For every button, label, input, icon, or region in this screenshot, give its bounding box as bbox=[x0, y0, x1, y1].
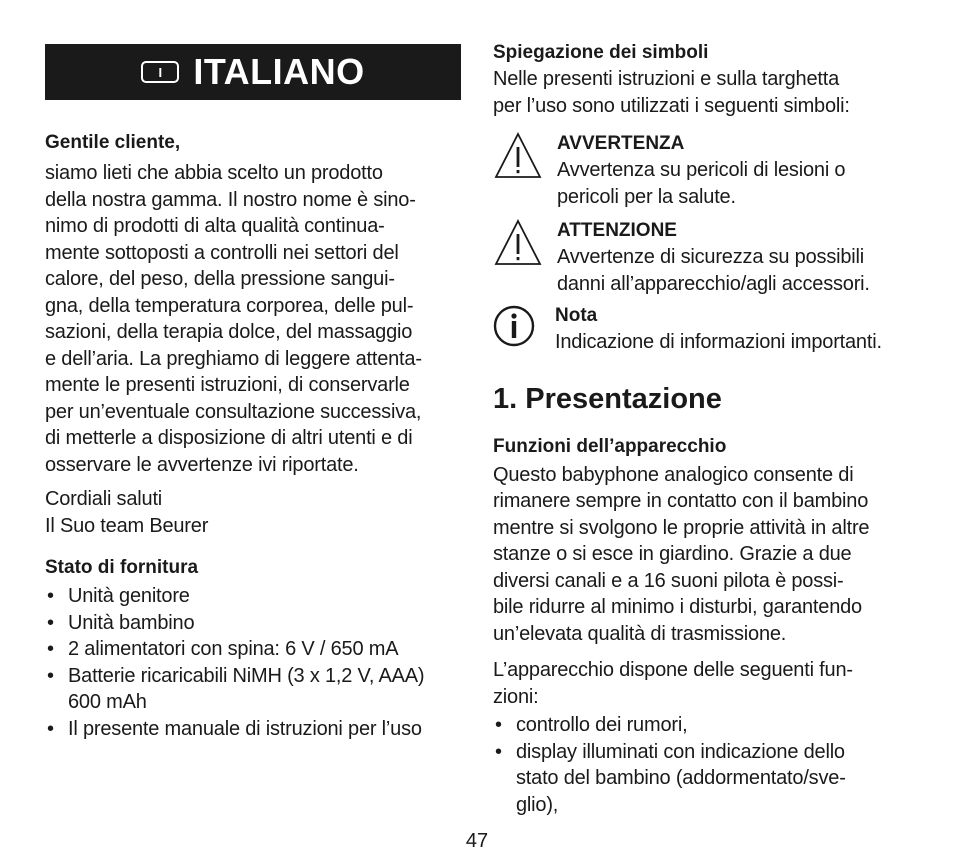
symbols-intro bbox=[493, 66, 923, 119]
list-item-text: glio), bbox=[516, 793, 559, 816]
left-column bbox=[45, 44, 465, 742]
functions-paragraph-2 bbox=[493, 657, 923, 710]
text-line: Avvertenza su pericoli di lesioni o bbox=[557, 159, 846, 181]
list-item bbox=[45, 663, 465, 716]
list-item bbox=[45, 610, 465, 637]
functions-paragraph-1 bbox=[493, 462, 923, 648]
text-line: gna, della temperatura corporea, delle pul- bbox=[45, 294, 414, 317]
text-line: nimo di prodotti di alta qualità continua- bbox=[45, 215, 385, 237]
info-icon bbox=[493, 303, 557, 352]
list-item bbox=[45, 636, 465, 663]
text-line: zioni: bbox=[493, 685, 539, 708]
note-title: Nota bbox=[555, 305, 598, 326]
symbols-heading: Spiegazione dei simboli bbox=[493, 42, 709, 63]
text-line: di metterle a disposizione di altri utenti e di bbox=[45, 427, 413, 449]
page-number: 47 bbox=[465, 830, 489, 852]
list-item-text: Unità bambino bbox=[68, 611, 195, 634]
symbol-note bbox=[493, 303, 923, 356]
text-line: Nelle presenti istruzioni e sulla targhetta bbox=[493, 68, 840, 90]
list-item-text: Unità genitore bbox=[68, 585, 190, 607]
language-banner bbox=[45, 44, 461, 100]
text-line: e dell’aria. La preghiamo di leggere attenta- bbox=[45, 347, 422, 370]
text-line: Questo babyphone analogico consente di bbox=[493, 463, 854, 486]
symbol-caution bbox=[493, 218, 923, 297]
text-line: calore, del peso, della pressione sangui- bbox=[45, 268, 395, 290]
list-item-text: controllo dei rumori, bbox=[516, 714, 688, 736]
text-line: Avvertenze di sicurezza su possibili bbox=[557, 246, 865, 268]
signoff bbox=[45, 486, 465, 539]
list-item-text: 2 alimentatori con spina: 6 V / 650 mA bbox=[68, 638, 399, 660]
language-code-badge: I bbox=[141, 61, 179, 83]
note-text bbox=[555, 329, 882, 356]
list-item-text: Il presente manuale di istruzioni per l’uso bbox=[68, 717, 422, 740]
list-item bbox=[45, 583, 465, 610]
list-item bbox=[45, 716, 465, 743]
supply-heading: Stato di fornitura bbox=[45, 557, 199, 578]
warning-title: AVVERTENZA bbox=[557, 133, 685, 154]
list-item-text: display illuminati con indicazione dello bbox=[516, 740, 845, 763]
functions-heading: Funzioni dell’apparecchio bbox=[493, 435, 727, 457]
language-name: ITALIANO bbox=[193, 51, 365, 92]
text-line: bile ridurre al minimo i disturbi, garantendo bbox=[493, 596, 862, 618]
text-line: mente le presenti istruzioni, di conservarle bbox=[45, 374, 410, 396]
text-line: sazioni, della terapia dolce, del massaggio bbox=[45, 321, 413, 343]
text-line: mentre si svolgono le proprie attività in altre bbox=[493, 516, 870, 539]
text-line: osservare le avvertenze ivi riportate. bbox=[45, 453, 359, 476]
text-line: per un’eventuale consultazione successiva, bbox=[45, 400, 422, 423]
right-column bbox=[493, 40, 923, 818]
text-line: pericoli per la salute. bbox=[557, 185, 736, 208]
functions-list bbox=[493, 712, 923, 818]
list-item-text: Batterie ricaricabili NiMH (3 x 1,2 V, AAA) bbox=[68, 664, 425, 687]
text-line: diversi canali e a 16 suoni pilota è possi- bbox=[493, 569, 844, 592]
warning-text bbox=[557, 157, 845, 210]
text-line: danni all’apparecchio/agli accessori. bbox=[557, 272, 870, 295]
caution-triangle-icon bbox=[493, 218, 557, 273]
text-line: rimanere sempre in contatto con il bambino bbox=[493, 490, 869, 512]
list-item bbox=[493, 739, 923, 819]
caution-title: ATTENZIONE bbox=[557, 220, 677, 241]
list-item-text: 600 mAh bbox=[68, 691, 147, 713]
text-line: un’elevata qualità di trasmissione. bbox=[493, 622, 787, 645]
text-line: L’apparecchio dispone delle seguenti fun- bbox=[493, 659, 853, 681]
greeting-text bbox=[45, 160, 465, 478]
text-line: per l’uso sono utilizzati i seguenti simboli: bbox=[493, 94, 850, 117]
section-title: 1. Presentazione bbox=[493, 382, 722, 415]
text-line: siamo lieti che abbia scelto un prodotto bbox=[45, 162, 383, 184]
warning-triangle-icon bbox=[493, 131, 557, 186]
list-item-text: stato del bambino (addormentato/sve- bbox=[516, 767, 846, 789]
text-line: Indicazione di informazioni importanti. bbox=[555, 331, 882, 353]
text-line: mente sottoposti a controlli nei settori del bbox=[45, 241, 399, 264]
caution-text bbox=[557, 244, 870, 297]
supply-list bbox=[45, 583, 465, 742]
greeting-heading: Gentile cliente, bbox=[45, 132, 181, 153]
list-item bbox=[493, 712, 923, 739]
text-line: Il Suo team Beurer bbox=[45, 514, 209, 537]
text-line: Cordiali saluti bbox=[45, 488, 163, 510]
text-line: della nostra gamma. Il nostro nome è sino- bbox=[45, 188, 416, 211]
text-line: stanze o si esce in giardino. Grazie a due bbox=[493, 543, 852, 565]
symbol-warning bbox=[493, 131, 923, 210]
